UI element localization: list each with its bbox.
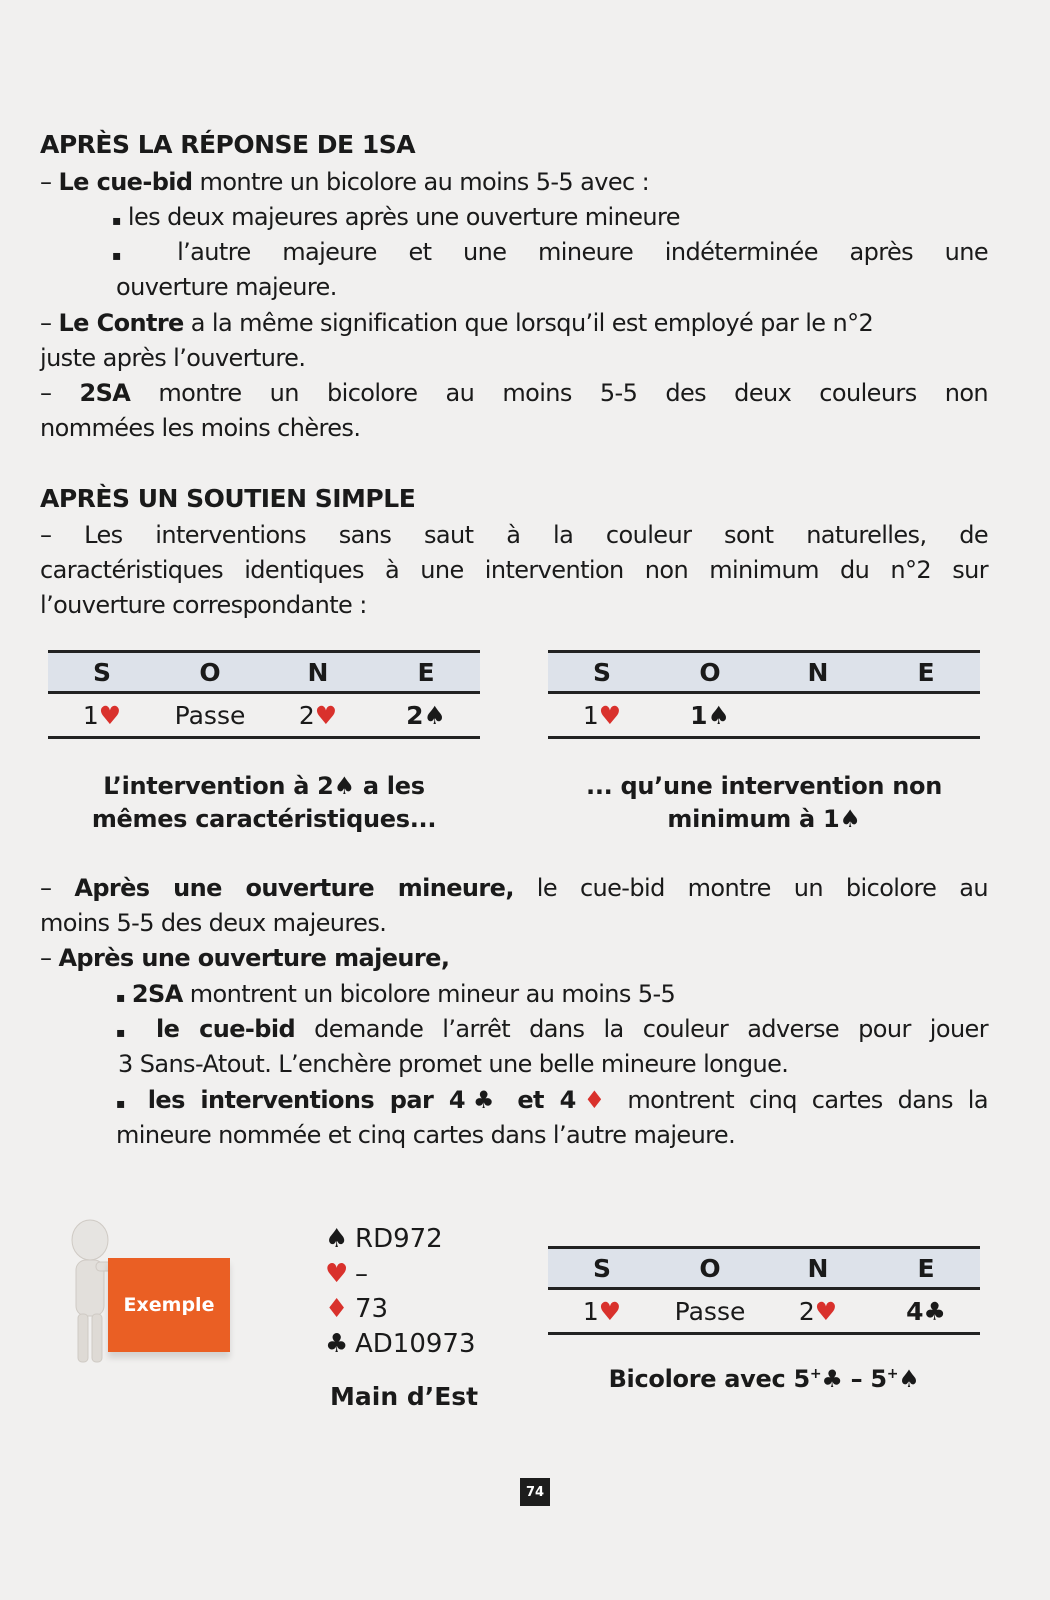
spade-icon: ♠ xyxy=(325,1224,349,1254)
club-icon: ♣ xyxy=(821,1365,843,1393)
header-south: S xyxy=(92,657,111,687)
heart-icon: ♥ xyxy=(598,700,622,730)
header-north: N xyxy=(807,1253,829,1283)
heart-icon: ♥ xyxy=(314,700,338,730)
bid-east: 2♠ xyxy=(406,700,446,730)
bullet-deux-majeures: ▪ les deux majeures après une ouverture mineure xyxy=(112,203,680,231)
bullet-interventions-4-cont: mineure nommée et cinq cartes dans l’autre majeure. xyxy=(116,1121,736,1149)
spade-icon: ♠ xyxy=(707,700,730,730)
table-header xyxy=(48,653,480,691)
bullet-interventions-4: ▪ les interventions par 4♣ et 4♦ montrent cinq cartes dans la xyxy=(116,1086,988,1114)
header-west: O xyxy=(699,657,721,687)
caption-table-3: Bicolore avec 5+♣ – 5+♠ xyxy=(608,1365,920,1393)
bid-south: 1♥ xyxy=(582,700,622,730)
hand-diamonds: ♦ 73 xyxy=(325,1292,476,1327)
bullet-autre-majeure: ▪ l’autre majeure et une mineure indéterminée après une xyxy=(112,238,989,266)
bullet-cuebid-cont: 3 Sans-Atout. L’enchère promet une belle mineure longue. xyxy=(118,1050,789,1078)
caption-table-2: ... qu’une intervention non minimum à 1♠ xyxy=(586,772,942,833)
para-ouverture-majeure: – Après une ouverture majeure, xyxy=(40,944,450,972)
bid-west: Passe xyxy=(174,700,246,730)
hand-label: Main d’Est xyxy=(330,1382,479,1411)
bullet-icon: ▪ xyxy=(116,1025,137,1041)
diamond-icon: ♦ xyxy=(575,1086,613,1114)
table-header xyxy=(548,653,980,691)
para-interventions-1: – Les interventions sans saut à la couleur sont naturelles, de xyxy=(40,521,988,549)
header-south: S xyxy=(592,657,611,687)
bullet-cuebid: ▪ le cue-bid demande l’arrêt dans la couleur adverse pour jouer xyxy=(116,1015,988,1043)
caption-table-1: L’intervention à 2♠ a les mêmes caractéristiques... xyxy=(91,772,437,833)
diamond-icon: ♦ xyxy=(325,1294,349,1324)
table-header xyxy=(548,1249,980,1287)
table-row xyxy=(48,694,480,736)
header-east: E xyxy=(417,657,435,687)
bullet-icon: ▪ xyxy=(116,1096,133,1112)
hand-est xyxy=(325,1222,476,1362)
para-contre-cont: juste après l’ouverture. xyxy=(40,344,306,372)
bid-south: 1♥ xyxy=(582,1296,622,1326)
page-number: 74 xyxy=(520,1478,550,1506)
header-east: E xyxy=(917,1253,935,1283)
bid-west: 1♠ xyxy=(690,700,730,730)
heart-icon: ♥ xyxy=(98,700,122,730)
bid-east: 4♣ xyxy=(906,1296,946,1326)
header-west: O xyxy=(699,1253,721,1283)
heading-soutien-simple: APRÈS UN SOUTIEN SIMPLE xyxy=(40,484,416,513)
para-cuebid: – Le cue-bid montre un bicolore au moins 5-5 avec : xyxy=(40,168,650,196)
header-north: N xyxy=(307,657,329,687)
bullet-autre-majeure-cont: ouverture majeure. xyxy=(116,273,337,301)
header-north: N xyxy=(807,657,829,687)
header-east: E xyxy=(917,657,935,687)
hand-clubs: ♣ AD10973 xyxy=(325,1327,476,1362)
table-row xyxy=(548,1290,980,1332)
para-2sa: – 2SA montre un bicolore au moins 5-5 des deux couleurs non xyxy=(40,379,989,407)
heart-icon: ♥ xyxy=(325,1259,349,1289)
heart-icon: ♥ xyxy=(598,1296,622,1326)
para-contre: – Le Contre a la même signification que lorsqu’il est employé par le n°2 xyxy=(40,309,874,337)
spade-icon: ♠ xyxy=(423,700,446,730)
hand-hearts: ♥ – xyxy=(325,1257,476,1292)
bullet-2sa: ▪ 2SA montrent un bicolore mineur au moins 5-5 xyxy=(116,980,676,1008)
spade-icon: ♠ xyxy=(839,805,861,833)
bullet-icon: ▪ xyxy=(112,248,146,264)
table-row xyxy=(548,694,980,736)
exemple-badge: Exemple xyxy=(108,1258,230,1352)
header-west: O xyxy=(199,657,221,687)
bidding-table-1 xyxy=(48,650,480,739)
bullet-icon: ▪ xyxy=(112,213,121,229)
bullet-icon: ▪ xyxy=(116,990,125,1006)
bid-south: 1♥ xyxy=(82,700,122,730)
heading-reponse-1sa: APRÈS LA RÉPONSE DE 1SA xyxy=(40,130,416,159)
para-2sa-cont: nommées les moins chères. xyxy=(40,414,361,442)
hand-spades: ♠ RD972 xyxy=(325,1222,476,1257)
spade-icon: ♠ xyxy=(898,1365,920,1393)
bidding-table-2 xyxy=(548,650,980,739)
club-icon: ♣ xyxy=(923,1296,946,1326)
spade-icon: ♠ xyxy=(333,772,355,800)
bidding-table-3 xyxy=(548,1246,980,1335)
bid-west: Passe xyxy=(674,1296,746,1326)
para-ouverture-mineure: – Après une ouverture mineure, le cue-bid montre un bicolore au xyxy=(40,874,988,902)
header-south: S xyxy=(592,1253,611,1283)
club-icon: ♣ xyxy=(325,1329,349,1359)
para-interventions-2: caractéristiques identiques à une intervention non minimum du n°2 sur xyxy=(40,556,988,584)
club-icon: ♣ xyxy=(464,1086,502,1114)
para-ouverture-mineure-cont: moins 5-5 des deux majeures. xyxy=(40,909,387,937)
bid-north: 2♥ xyxy=(798,1296,838,1326)
bid-north: 2♥ xyxy=(298,700,338,730)
heart-icon: ♥ xyxy=(814,1296,838,1326)
para-interventions-3: l’ouverture correspondante : xyxy=(40,591,367,619)
